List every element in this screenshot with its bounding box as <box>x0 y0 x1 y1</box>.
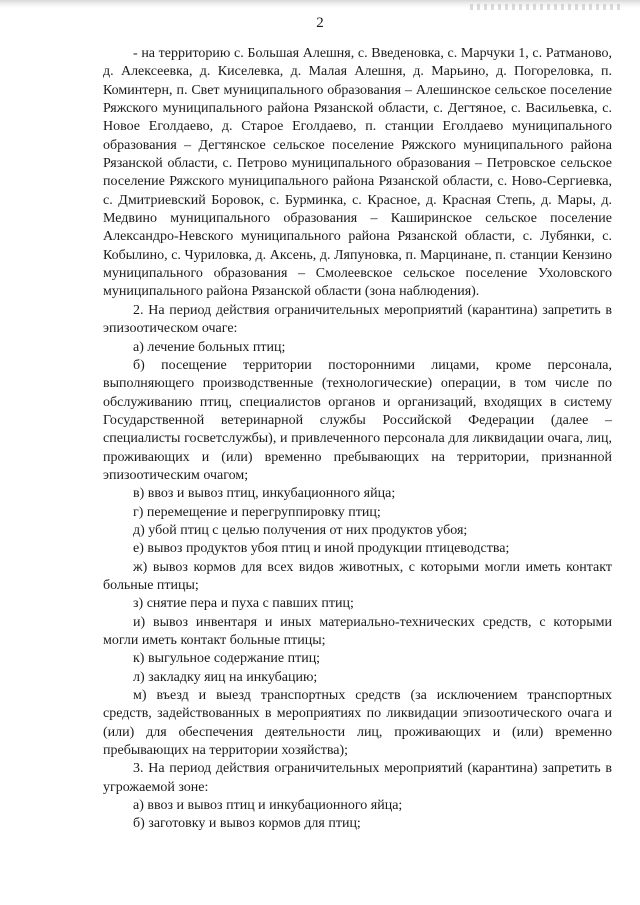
paragraph-item-2a: а) лечение больных птиц; <box>133 339 286 355</box>
scan-smudge <box>470 4 620 10</box>
paragraph-item-2g: г) перемещение и перегруппировку птиц; <box>133 504 381 520</box>
paragraph-item-2z: з) снятие пера и пуха с павших птиц; <box>133 596 354 612</box>
paragraph-item-2zh: ж) вывоз кормов для всех видов животных, с которыми могли иметь контакт больные птицы; <box>103 559 612 593</box>
paragraph-item-2e: е) вывоз продуктов убоя птиц и иной продукции птицеводства; <box>133 541 510 557</box>
paragraph-item-2m: м) въезд и выезд транспортных средств (за исключением транспортных средств, задействованных в мероприятиях по ликвидации эпизоотического очага и (или) для обеспечения деятельности лиц, проживающих и (или) временно пребывающих на территории хозяйства); <box>103 688 612 759</box>
paragraph-item-2b: б) посещение территории посторонними лицами, кроме персонала, выполняющего производственные (технологические) операции, в том числе по обслуживанию птиц, специалистов органов и организаций, входящих в систему Государственной ветеринарной службы Российской Федерации (далее – специалисты госветслужбы), и привлеченного персонала для ликвидации очага, лиц, проживающих и (или) временно пребывающих на территории, признанной эпизоотическим очагом; <box>103 357 612 483</box>
paragraph-item-2d: д) убой птиц с целью получения от них продуктов убоя; <box>133 522 468 538</box>
paragraph-item-2v: в) ввоз и вывоз птиц, инкубационного яйца; <box>133 486 396 502</box>
paragraph-item-3-heading: 3. На период действия ограничительных мероприятий (карантина) запретить в угрожаемой зоне: <box>103 761 612 795</box>
paragraph-item-3b: б) заготовку и вывоз кормов для птиц; <box>133 816 361 832</box>
paragraph-item-2l: л) закладку яиц на инкубацию; <box>133 669 318 685</box>
paragraph-item-2i: и) вывоз инвентаря и иных материально-технических средств, с которыми могли иметь контакт больные птицы; <box>103 614 612 648</box>
page-number: 2 <box>316 15 324 31</box>
document-body <box>103 45 612 834</box>
paragraph-zone-list: - на территорию с. Большая Алешня, с. Введеновка, с. Марчуки 1, с. Ратманово, д. Алексеевка, д. Киселевка, д. Малая Алешня, д. Марьино, д. Погореловка, п. Коминтерн, п. Свет муниципального образования – Алешинское сельское поселение Ряжского муниципального района Рязанской области, с. Дегтяное, с. Васильевка, с. Новое Еголдаево, д. Старое Еголдаево, п. станции Еголдаево муниципального образования – Дегтянское сельское поселение Ряжского муниципального района Рязанской области, с. Петрово муниципального образования – Петровское сельское поселение Ряжского муниципального района Рязанской области, с. Ново-Сергиевка, с. Дмитриевский Боровок, с. Бурминка, с. Красное, д. Красная Степь, д. Мары, д. Медвино муниципального образования – Каширинское сельское поселение Александро-Невского муниципального района Рязанской области, с. Лубянки, с. Кобылино, с. Чуриловка, д. Аксень, д. Ляпуновка, п. Марцинане, п. станции Кензино муниципального образования – Смолеевское сельское поселение Ухоловского муниципального района Рязанской области (зона наблюдения). <box>103 46 612 300</box>
paragraph-item-2k: к) выгульное содержание птиц; <box>133 651 321 667</box>
paragraph-item-2-heading: 2. На период действия ограничительных мероприятий (карантина) запретить в эпизоотическом очаге: <box>103 302 612 337</box>
paragraph-item-3a: а) ввоз и вывоз птиц и инкубационного яйца; <box>133 798 403 814</box>
